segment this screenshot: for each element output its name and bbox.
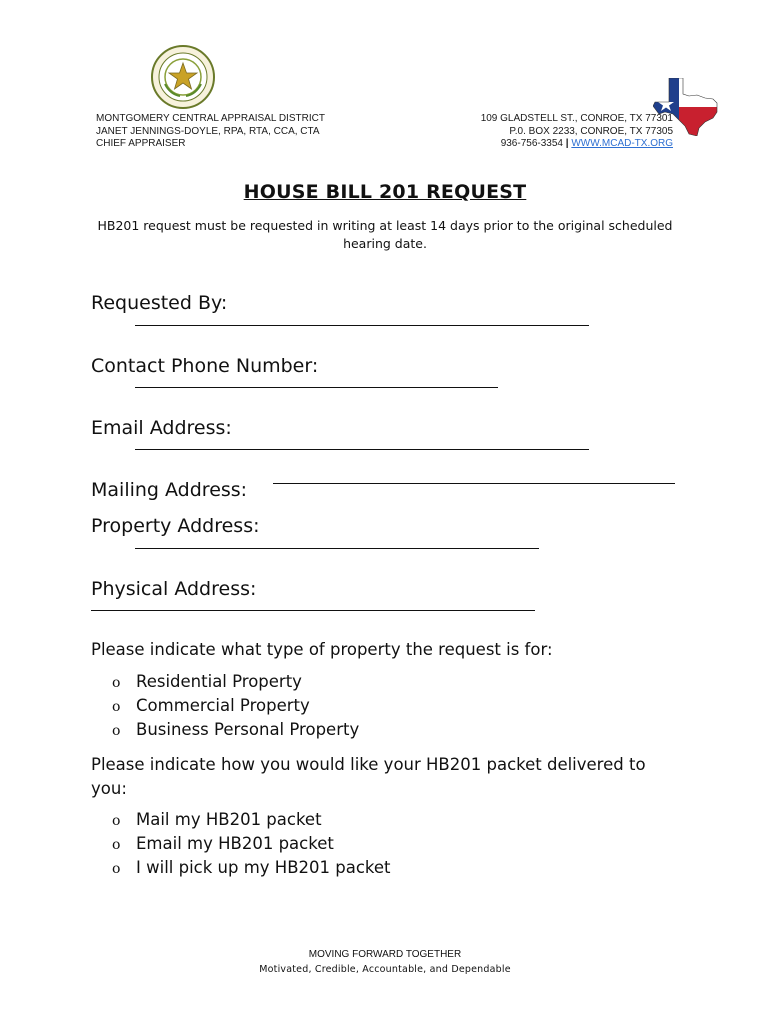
option-label: Commercial Property — [136, 696, 310, 715]
street-address: 109 GLADSTELL ST., CONROE, TX 77301 — [480, 113, 673, 124]
delivery-option-email[interactable] — [112, 834, 334, 853]
delivery-question: Please indicate how you would like your HB201 packet delivered to you: — [91, 755, 646, 798]
checkbox-bullet: o — [112, 861, 121, 877]
mailing-address-label: Mailing Address: — [91, 479, 248, 501]
instructions-text: HB201 request must be requested in writing at least 14 days prior to the original scheduled hearing date. — [97, 218, 673, 251]
checkbox-bullet: o — [112, 813, 121, 829]
property-address-label: Property Address: — [91, 515, 260, 537]
contact-line — [481, 138, 673, 151]
option-label: I will pick up my HB201 packet — [136, 858, 391, 877]
option-label: Mail my HB201 packet — [136, 810, 322, 829]
email-address-label: Email Address: — [91, 417, 232, 439]
checkbox-bullet: o — [112, 699, 121, 715]
option-label: Residential Property — [136, 672, 302, 691]
property-option-residential[interactable] — [112, 672, 302, 691]
property-type-question: Please indicate what type of property the request is for: — [91, 640, 553, 659]
requested-by-field[interactable] — [135, 325, 589, 326]
website-link[interactable]: WWW.MCAD-TX.ORG — [571, 138, 673, 149]
physical-address-label: Physical Address: — [91, 578, 257, 600]
option-label: Email my HB201 packet — [136, 834, 334, 853]
checkbox-bullet: o — [112, 723, 121, 739]
footer-slogan: MOVING FORWARD TOGETHER — [308, 949, 462, 960]
contact-phone-field[interactable] — [135, 387, 498, 388]
header-right-block — [481, 113, 673, 151]
contact-phone-label: Contact Phone Number: — [91, 355, 319, 377]
property-address-field[interactable] — [135, 548, 539, 549]
mcad-seal-logo — [150, 44, 216, 110]
phone-number: 936-756-3354 — [500, 138, 563, 149]
page-title: HOUSE BILL 201 REQUEST — [243, 181, 527, 203]
delivery-option-mail[interactable] — [112, 810, 322, 829]
option-label: Business Personal Property — [136, 720, 360, 739]
property-option-commercial[interactable] — [112, 696, 310, 715]
po-box: P.0. BOX 2233, CONROE, TX 77305 — [509, 125, 673, 137]
separator: | — [565, 138, 569, 149]
checkbox-bullet: o — [112, 837, 121, 853]
appraiser-name: JANET JENNINGS-DOYLE, RPA, RTA, CCA, CTA — [96, 125, 320, 137]
property-option-business-personal[interactable] — [112, 720, 359, 739]
physical-address-field[interactable] — [91, 610, 535, 611]
header-left-block — [96, 113, 325, 151]
footer-motto: Motivated, Credible, Accountable, and Dependable — [259, 964, 511, 975]
checkbox-bullet: o — [112, 675, 121, 691]
district-name: MONTGOMERY CENTRAL APPRAISAL DISTRICT — [96, 113, 325, 124]
mailing-address-field[interactable] — [273, 483, 675, 484]
email-address-field[interactable] — [135, 449, 589, 450]
appraiser-title: CHIEF APPRAISER — [96, 138, 186, 149]
delivery-option-pickup[interactable] — [112, 858, 391, 877]
requested-by-label: Requested By: — [91, 292, 228, 314]
